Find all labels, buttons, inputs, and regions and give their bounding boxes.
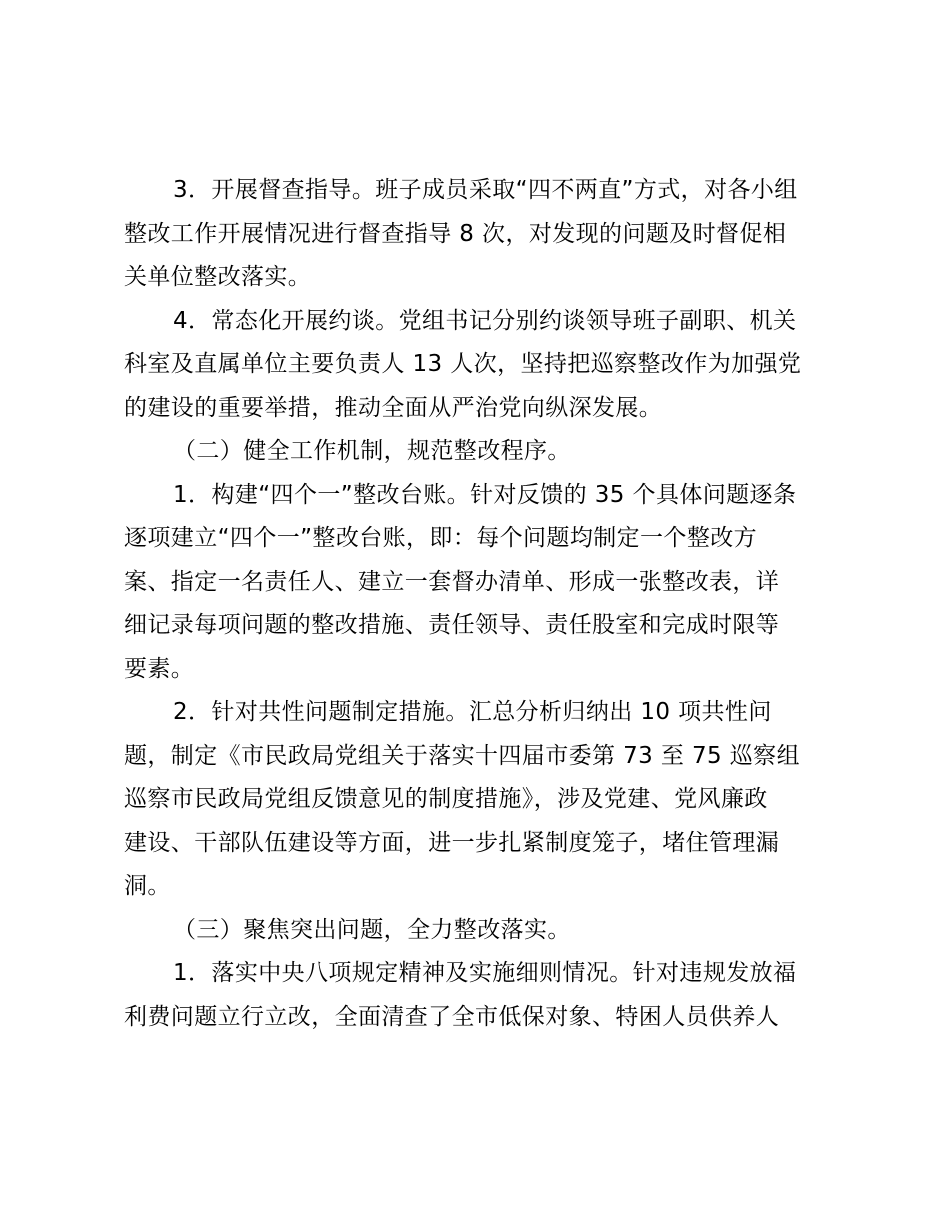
text-line-6: 的建设的重要举措，推动全面从严治党向纵深发展。	[124, 395, 663, 421]
text-line-3: 关单位整改落实。	[124, 264, 312, 290]
text-line-10: 案、指定一名责任人、建立一套督办清单、形成一张整改表，详	[124, 569, 780, 595]
text-line-8: 1．构建“四个一”整改台账。针对反馈的 35 个具体问题逐条	[173, 482, 797, 508]
text-line-2: 整改工作开展情况进行督查指导 8 次，对发现的问题及时督促相	[124, 221, 787, 247]
text-line-11: 细记录每项问题的整改措施、责任领导、责任股室和完成时限等	[124, 612, 780, 638]
text-line-20: 利费问题立行立改，全面清查了全市低保对象、特困人员供养人	[124, 1004, 780, 1030]
text-line-12: 要素。	[124, 656, 195, 682]
text-line-15: 巡察市民政局党组反馈意见的制度措施》，涉及党建、党风廉政	[124, 786, 768, 812]
section-heading-3: （三）聚焦突出问题，全力整改落实。	[173, 917, 571, 943]
text-line-9: 逐项建立“四个一”整改台账，即：每个问题均制定一个整改方	[124, 525, 758, 551]
text-line-19: 1．落实中央八项规定精神及实施细则情况。针对违规发放福	[173, 960, 797, 986]
text-line-17: 洞。	[124, 873, 171, 899]
text-line-13: 2．针对共性问题制定措施。汇总分析归纳出 10 项共性问	[173, 699, 772, 725]
text-line-4: 4．常态化开展约谈。党组书记分别约谈领导班子副职、机关	[173, 308, 797, 334]
text-line-14: 题，制定《市民政局党组关于落实十四届市委第 73 至 75 巡察组	[124, 743, 800, 769]
section-heading-2: （二）健全工作机制，规范整改程序。	[173, 438, 571, 464]
text-line-5: 科室及直属单位主要负责人 13 人次，坚持把巡察整改作为加强党	[124, 351, 802, 377]
text-line-1: 3．开展督查指导。班子成员采取“四不两直”方式，对各小组	[173, 177, 798, 203]
text-line-16: 建设、干部队伍建设等方面，进一步扎紧制度笼子，堵住管理漏	[124, 830, 780, 856]
